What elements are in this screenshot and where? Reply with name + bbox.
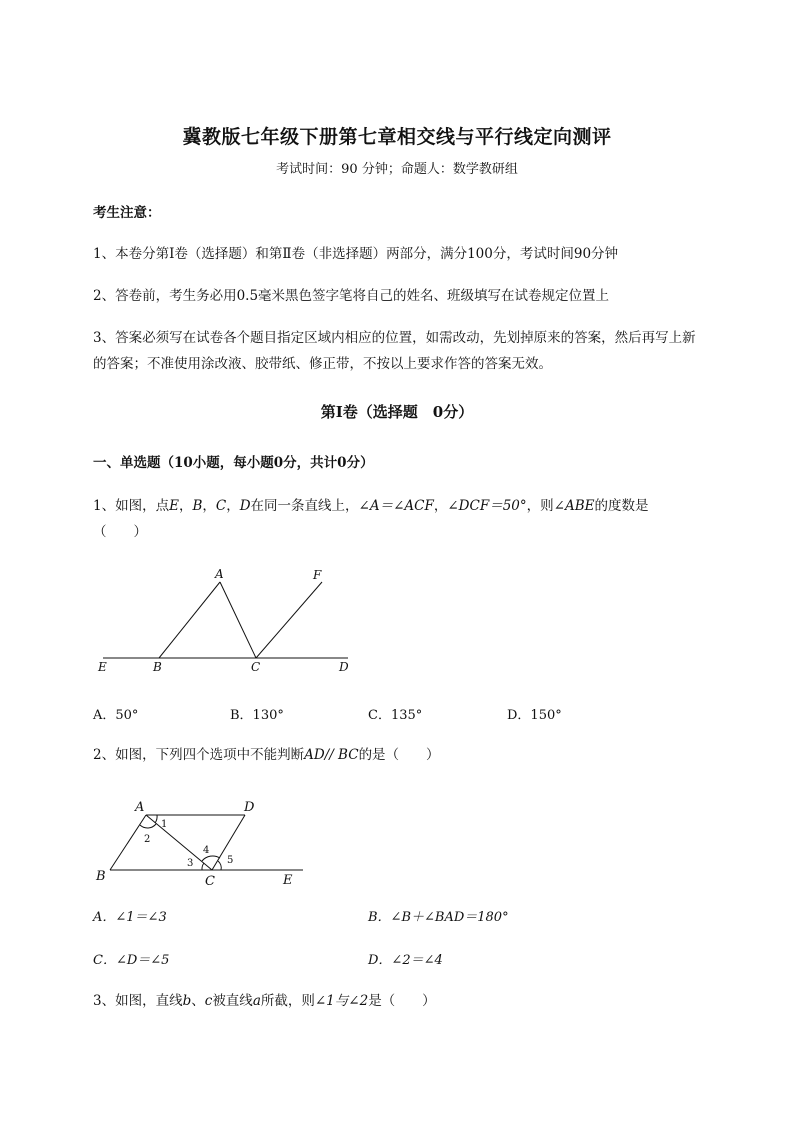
q2-label-angle-2: 2	[144, 834, 151, 845]
part-heading: 一、单选题（10小题，每小题0分，共计0分）	[93, 455, 374, 471]
q1-sep: ，	[178, 498, 193, 514]
q1-option-c[interactable]: C．135°	[368, 708, 423, 723]
q2-text: 2、如图，下列四个选项中不能判断	[93, 747, 305, 763]
q2-label-angle-4: 4	[203, 845, 210, 856]
q2-angle-arc-3	[202, 863, 204, 870]
q1-option-d[interactable]: D．150°	[507, 708, 562, 723]
exam-info: 考试时间：90 分钟；命题人：数学教研组	[276, 162, 518, 177]
q1-condition-1: ∠A＝∠ACF	[358, 498, 434, 514]
q3-line-a: a	[252, 993, 261, 1009]
notice-item-3-line-2: 的答案；不准使用涂改液、胶带纸、修正带，不按以上要求作答的答案无效。	[93, 356, 552, 372]
q1-label-c: C	[251, 660, 261, 674]
notice-item-2: 2、答卷前，考生务必用0.5毫米黑色签字笔将自己的姓名、班级填写在试卷规定位置上	[93, 288, 610, 304]
q2-label-c: C	[205, 874, 215, 889]
q3-sep: 、	[191, 993, 205, 1009]
q1-target-angle: ∠ABE	[553, 498, 595, 514]
q2-label-d: D	[244, 800, 255, 815]
question-1-stem	[93, 494, 648, 514]
q2-segment-ac	[146, 815, 212, 870]
question-3-stem	[93, 989, 436, 1009]
q1-point-d: D	[239, 498, 251, 514]
notice-heading: 考生注意：	[93, 205, 161, 221]
q1-label-d: D	[339, 660, 349, 674]
q1-sep: ，	[202, 498, 216, 514]
q2-label-angle-1: 1	[161, 819, 168, 830]
section-title: 第Ⅰ卷（选择题 0分）	[320, 403, 474, 421]
q1-segment-cf	[256, 582, 322, 658]
q1-point-b: B	[192, 498, 203, 514]
q1-label-a: A	[215, 567, 224, 581]
q1-point-c: C	[215, 498, 227, 514]
q2-figure	[90, 795, 310, 890]
q1-answer-blank: （ ）	[93, 524, 147, 540]
q2-angle-arc-1	[155, 815, 157, 823]
q1-figure	[90, 565, 360, 680]
q1-segment-ac	[220, 582, 256, 658]
q1-segment-ba	[159, 582, 220, 658]
q1-text: 在同一条直线上，	[250, 498, 359, 514]
q1-label-f: F	[313, 568, 322, 582]
q2-text: 的是（ ）	[358, 747, 440, 763]
q1-text: ，则	[526, 498, 554, 514]
q2-target: AD// BC	[304, 747, 359, 763]
q2-option-b[interactable]: B．∠B＋∠BAD＝180°	[368, 910, 509, 925]
q1-option-b[interactable]: B．130°	[230, 708, 284, 723]
q2-label-a: A	[135, 800, 145, 815]
notice-item-1: 1、本卷分第Ⅰ卷（选择题）和第Ⅱ卷（非选择题）两部分，满分100分，考试时间90分钟	[93, 246, 619, 262]
q2-segment-ab	[110, 815, 146, 870]
q1-text: 1、如图，点	[93, 498, 170, 514]
q2-option-d[interactable]: D．∠2＝∠4	[368, 953, 443, 968]
q1-condition-2: ∠DCF＝50°	[447, 498, 527, 514]
q3-text: 所截，则	[260, 993, 315, 1009]
q3-target: ∠1与∠2	[314, 993, 369, 1009]
q3-text: 被直线	[212, 993, 253, 1009]
q2-option-c[interactable]: C．∠D＝∠5	[93, 953, 170, 968]
q3-text: 是（ ）	[368, 993, 436, 1009]
page-title: 冀教版七年级下册第七章相交线与平行线定向测评	[182, 126, 612, 148]
q2-label-b: B	[96, 869, 106, 884]
question-2-stem	[93, 743, 440, 763]
q2-angle-arc-2	[140, 824, 156, 828]
notice-item-3-line-1: 3、答案必须写在试卷各个题目指定区域内相应的位置，如需改动，先划掉原来的答案，然后再写上新	[93, 330, 696, 346]
q2-label-e: E	[283, 873, 293, 888]
q1-option-a[interactable]: A．50°	[93, 708, 139, 723]
q1-label-e: E	[98, 660, 107, 674]
q2-option-a[interactable]: A．∠1＝∠3	[93, 910, 167, 925]
q2-label-angle-5: 5	[227, 855, 234, 866]
q2-angle-arc-5	[218, 861, 221, 870]
q1-sep: ，	[433, 498, 448, 514]
q2-label-angle-3: 3	[187, 858, 194, 869]
q1-text: 的度数是	[594, 498, 649, 514]
q1-point-e: E	[169, 498, 179, 514]
q1-sep: ，	[226, 498, 240, 514]
q3-line-c: c	[204, 993, 213, 1009]
q3-line-b: b	[182, 993, 192, 1009]
q3-text: 3、如图，直线	[93, 993, 183, 1009]
q1-label-b: B	[153, 660, 162, 674]
